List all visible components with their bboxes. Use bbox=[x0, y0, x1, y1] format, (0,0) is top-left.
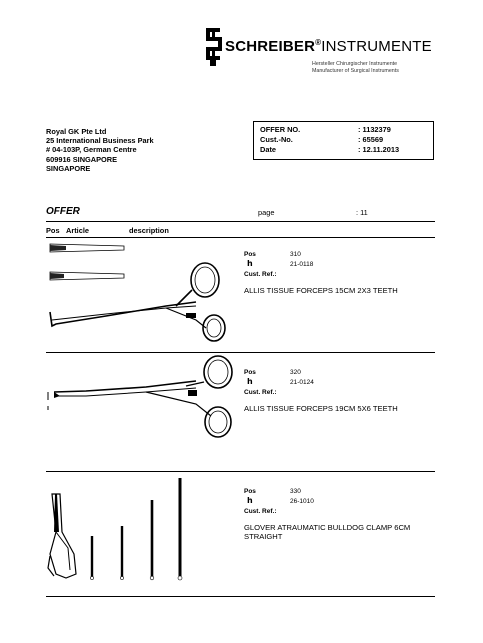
document-title: OFFER bbox=[46, 206, 80, 217]
divider bbox=[46, 237, 435, 238]
item-pos-number: 320 bbox=[290, 369, 301, 376]
divider bbox=[46, 596, 435, 597]
unit-h-icon: h bbox=[247, 377, 253, 386]
item-cust-ref: Cust. Ref.: bbox=[244, 271, 277, 278]
offer-no-row: OFFER NO. : 1132379 bbox=[260, 125, 391, 134]
cust-no-row: Cust.-No. : 65569 bbox=[260, 135, 384, 144]
brand-tagline: Hersteller Chirurgischer Instrumente Manufacturer of Surgical Instruments bbox=[312, 61, 399, 74]
allis-forceps-19cm-image bbox=[46, 354, 236, 464]
recipient-address: Royal GK Pte Ltd 25 International Business Park # 04-103P, German Centre 609916 SINGAPORE SINGAPORE bbox=[46, 127, 154, 173]
page-label: page bbox=[258, 208, 275, 217]
brand-name: SCHREIBER®INSTRUMENTE bbox=[225, 38, 432, 55]
item-article-number: 21-0124 bbox=[290, 379, 314, 386]
item-pos-label: Pos bbox=[244, 369, 256, 376]
item-cust-ref: Cust. Ref.: bbox=[244, 508, 277, 515]
page-number: : 11 bbox=[356, 208, 368, 217]
unit-h-icon: h bbox=[247, 496, 253, 505]
divider bbox=[46, 221, 435, 222]
bulldog-clamp-image bbox=[46, 474, 236, 586]
unit-h-icon: h bbox=[247, 259, 253, 268]
item-pos-number: 330 bbox=[290, 488, 301, 495]
item-description: GLOVER ATRAUMATIC BULLDOG CLAMP 6CM STRAIGHT bbox=[244, 523, 411, 542]
schreiber-logo-icon bbox=[205, 28, 223, 66]
divider bbox=[46, 471, 435, 472]
column-header-article: Article bbox=[66, 226, 90, 235]
item-cust-ref: Cust. Ref.: bbox=[244, 389, 277, 396]
date-row: Date : 12.11.2013 bbox=[260, 145, 400, 154]
column-header-pos: Pos bbox=[46, 226, 60, 235]
allis-forceps-15cm-image bbox=[46, 240, 236, 350]
divider bbox=[46, 352, 435, 353]
item-article-number: 26-1010 bbox=[290, 498, 314, 505]
item-description: ALLIS TISSUE FORCEPS 15CM 2X3 TEETH bbox=[244, 286, 398, 295]
item-pos-number: 310 bbox=[290, 251, 301, 258]
item-article-number: 21-0118 bbox=[290, 261, 314, 268]
item-pos-label: Pos bbox=[244, 488, 256, 495]
item-description: ALLIS TISSUE FORCEPS 19CM 5X6 TEETH bbox=[244, 404, 398, 413]
item-pos-label: Pos bbox=[244, 251, 256, 258]
column-header-description: description bbox=[129, 226, 169, 235]
offer-info-box bbox=[253, 121, 434, 160]
